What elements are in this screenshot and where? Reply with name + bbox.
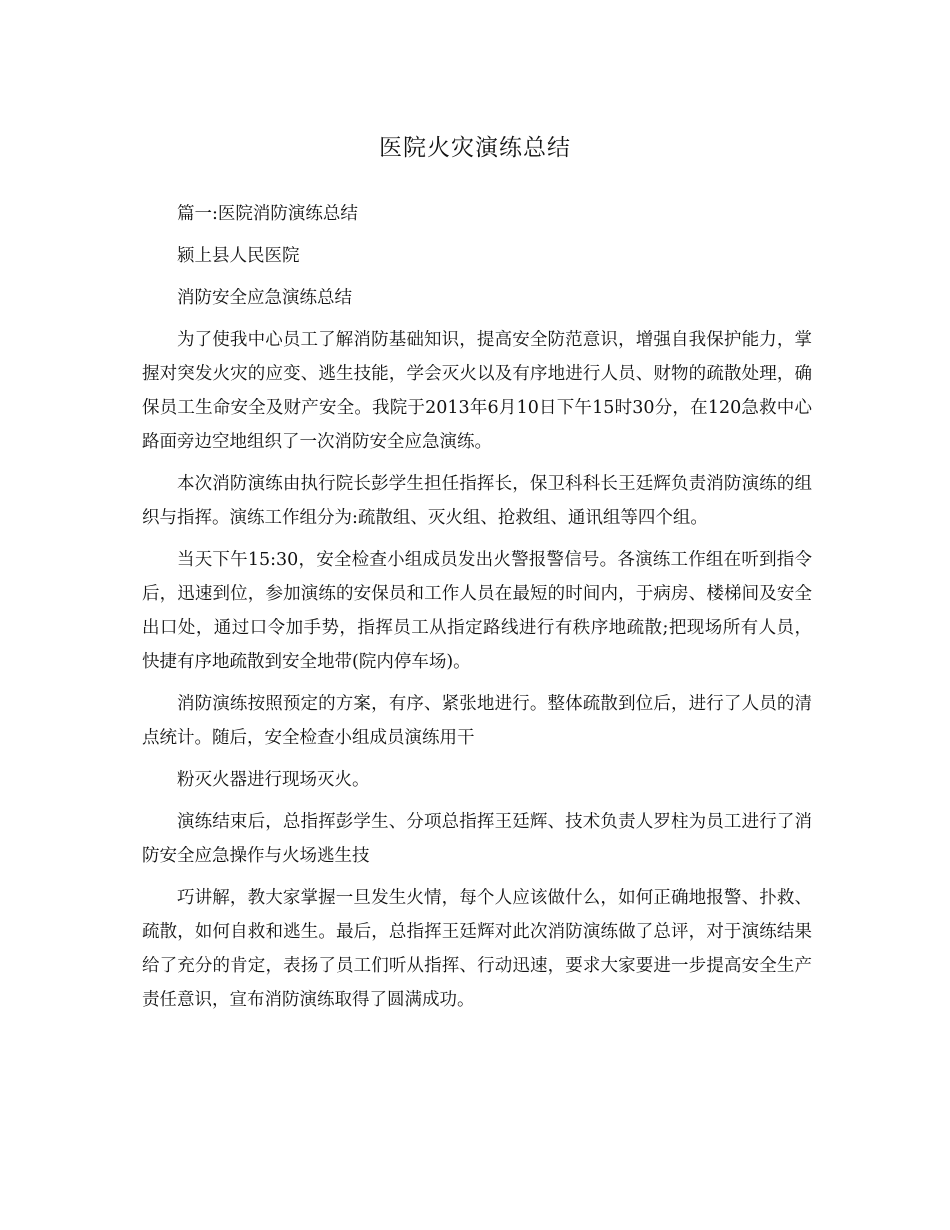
paragraph-conclusion: 巧讲解，教大家掌握一旦发生火情，每个人应该做什么，如何正确地报警、扑救、疏散，如何自救和逃生。最后，总指挥王廷辉对此次消防演练做了总评，对于演练结果给了充分的肯定，表扬了员工们听从指挥、行动迅速，要求大家要进一步提高安全生产责任意识，宣布消防演练取得了圆满成功。 [142,888,812,1010]
paragraph-hospital-name: 颍上县人民医院 [177,246,300,266]
paragraph-section-heading: 篇一:医院消防演练总结 [177,204,358,224]
paragraph-extinguish: 粉灭火器进行现场灭火。 [177,770,370,790]
paragraph-subtitle: 消防安全应急演练总结 [177,288,352,308]
paragraph-organization: 本次消防演练由执行院长彭学生担任指挥长，保卫科科长王廷辉负责消防演练的组织与指挥。演练工作组分为:疏散组、灭火组、抢救组、通讯组等四个组。 [142,474,812,528]
paragraph-procedure: 消防演练按照预定的方案，有序、紧张地进行。整体疏散到位后，进行了人员的清点统计。随后，安全检查小组成员演练用干 [142,694,812,748]
document-body [142,197,812,1025]
paragraph-summary-intro: 演练结束后，总指挥彭学生、分项总指挥王廷辉、技术负责人罗柱为员工进行了消防安全应急操作与火场逃生技 [142,812,812,866]
document-title: 医院火灾演练总结 [379,135,571,161]
paragraph-purpose: 为了使我中心员工了解消防基础知识，提高安全防范意识，增强自我保护能力，掌握对突发火灾的应变、逃生技能，学会灭火以及有序地进行人员、财物的疏散处理，确保员工生命安全及财产安全。我院于2013年6月10日下午15时30分，在120急救中心路面旁边空地组织了一次消防安全应急演练。 [142,330,812,452]
paragraph-evacuation: 当天下午15:30，安全检查小组成员发出火警报警信号。各演练工作组在听到指令后，迅速到位，参加演练的安保员和工作人员在最短的时间内，于病房、楼梯间及安全出口处，通过口令加手势，指挥员工从指定路线进行有秩序地疏散;把现场所有人员，快捷有序地疏散到安全地带(院内停车场)。 [142,550,812,672]
